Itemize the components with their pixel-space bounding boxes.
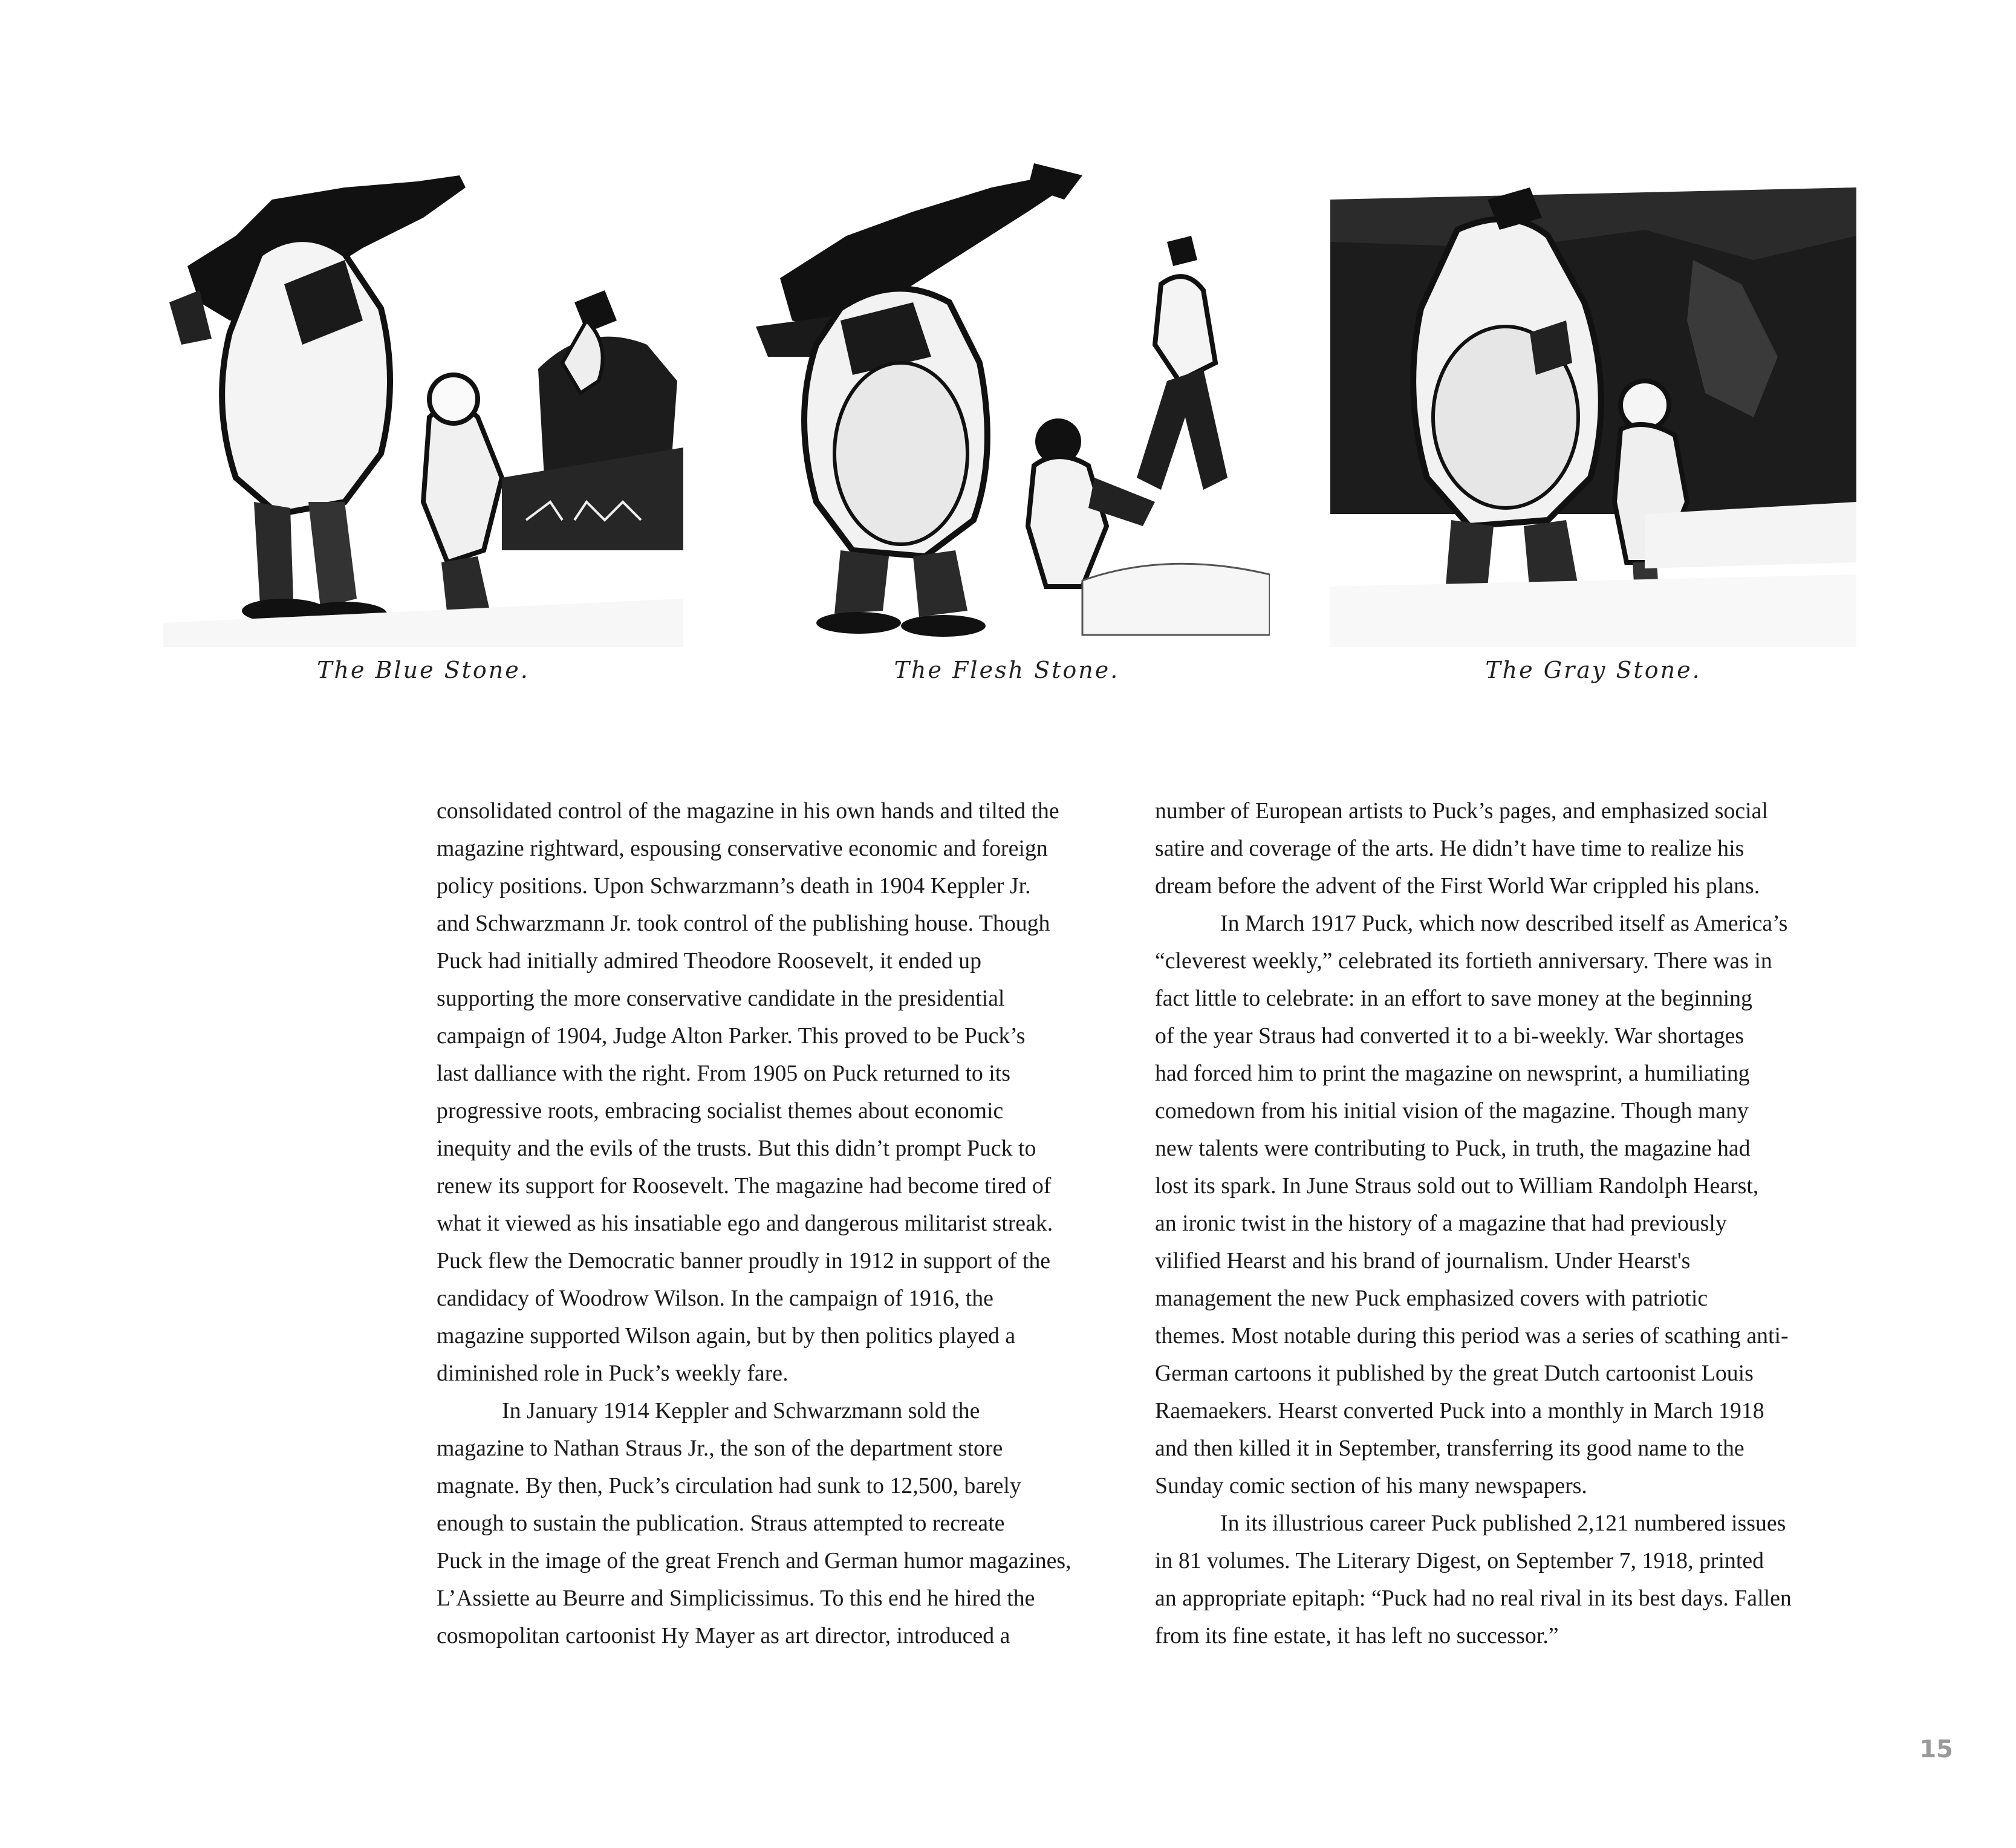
caption-blue-stone: The Blue Stone. (317, 657, 530, 683)
caption-flesh-stone: The Flesh Stone. (894, 657, 1120, 683)
paragraph: consolidated control of the magazine in his own hands and tilted the magazine rightward, espousing conservative economic and foreign policy positions. Upon Schwarzmann’s death in 1904 Keppler Jr. and Schwarzmann Jr. took control of the publishing house. Though Puck had initially admired Theodore Roosevelt, it ended up supporting the more conservative candidate in the presidential campaign of 1904, Judge Alton Parker. This proved to be Puck’s last dalliance with the right. From 1905 on Puck returned to its progressive roots, embracing socialist themes about economic inequity and the evils of the trusts. But this didn’t prompt Puck to renew its support for Roosevelt. The magazine had become tired of what it viewed as his insatiable ego and dangerous militarist streak. Puck flew the Democratic banner proudly in 1912 in support of the candidacy of Woodrow Wilson. In the campaign of 1916, the magazine supported Wilson again, but by then politics played a diminished role in Puck’s weekly fare. (437, 798, 1059, 1386)
illustration-flesh-stone (744, 163, 1270, 647)
text-column-left (437, 792, 1114, 1654)
text-column-right (1155, 792, 1844, 1654)
caption-gray-stone: The Gray Stone. (1485, 657, 1702, 683)
cartoon-gray-stone-drawing (1330, 163, 1856, 647)
paragraph: number of European artists to Puck’s pages, and emphasized social satire and coverage of the arts. He didn’t have time to realize his dream before the advent of the First World War crippled his plans. (1155, 798, 1768, 899)
cartoon-blue-stone-drawing (163, 163, 683, 647)
illustration-blue-stone (163, 163, 683, 647)
paragraph: In its illustrious career Puck published 2,121 numbered issues in 81 volumes. The Literary Digest, on September 7, 1918, printed an appropriate epitaph: “Puck had no real rival in its best days. Fallen from its fine estate, it has left no successor.” (1155, 1511, 1792, 1648)
illustration-gray-stone (1330, 163, 1856, 647)
cartoon-flesh-stone-drawing (744, 163, 1270, 647)
paragraph: In March 1917 Puck, which now described itself as America’s “cleverest weekly,” celebrated its fortieth anniversary. There was in fact little to celebrate: in an effort to save money at the beginning of the year Straus had converted it to a bi-weekly. War shortages had forced him to print the magazine on newsprint, a humiliating comedown from his initial vision of the magazine. Though many new talents were contributing to Puck, in truth, the magazine had lost its spark. In June Straus sold out to William Randolph Hearst, an ironic twist in the history of a magazine that had previously vilified Hearst and his brand of journalism. Under Hearst's management the new Puck emphasized covers with patriotic themes. Most notable during this period was a series of scathing anti- German cartoons it published by the great Dutch cartoonist Louis Raemaekers. Hearst converted Puck into a monthly in March 1918 and then killed it in September, transferring its good name to the Sunday comic section of his many newspapers. (1155, 911, 1789, 1498)
paragraph: In January 1914 Keppler and Schwarzmann sold the magazine to Nathan Straus Jr., the son of the department store magnate. By then, Puck’s circulation had sunk to 12,500, barely enough to sustain the publication. Straus attempted to recreate Puck in the image of the great French and German humor magazines, L’Assiette au Beurre and Simplicissimus. To this end he hired the cosmopolitan cartoonist Hy Mayer as art director, introduced a (437, 1398, 1071, 1648)
page-number: 15 (1919, 1736, 1953, 1763)
